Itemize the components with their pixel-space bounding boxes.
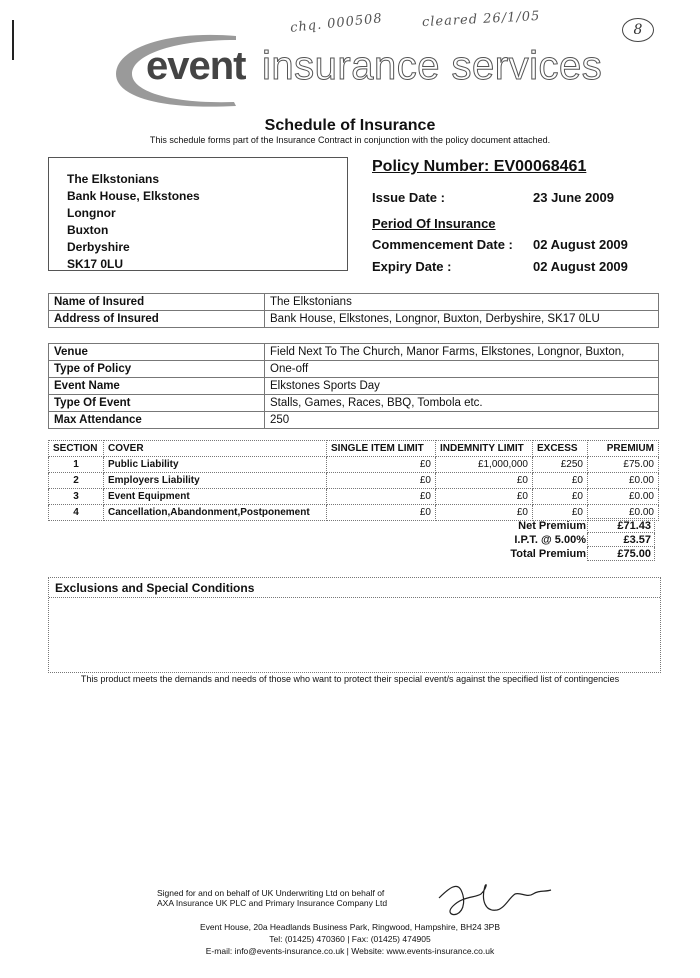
insured-address-box <box>48 157 348 271</box>
table-row <box>49 412 659 429</box>
insured-name-value: The Elkstonians <box>265 294 659 311</box>
logo-insurance-services: insurance services <box>262 44 603 88</box>
commencement-date-value: 02 August 2009 <box>533 237 628 252</box>
table-row <box>49 473 659 489</box>
commencement-date-label: Commencement Date : <box>372 237 513 252</box>
table-row <box>49 489 659 505</box>
expiry-date-value: 02 August 2009 <box>533 259 628 274</box>
exclusions-box <box>48 577 661 673</box>
page-title: Schedule of Insurance <box>264 117 436 134</box>
circled-number <box>622 18 654 42</box>
cover-cell: Event Equipment <box>104 489 327 505</box>
excess-cell: £0 <box>533 505 588 521</box>
insured-details-table <box>48 293 659 328</box>
column-header: COVER <box>104 441 327 457</box>
single-item-limit-cell: £0 <box>327 505 436 521</box>
total-premium-value: £75.00 <box>588 547 655 561</box>
table-row <box>49 457 659 473</box>
signed-line-1: Signed for and on behalf of UK Underwriting Ltd on behalf of <box>157 888 385 898</box>
table-row <box>49 378 659 395</box>
single-item-limit-cell: £0 <box>327 457 436 473</box>
table-row <box>49 361 659 378</box>
cover-cell: Public Liability <box>104 457 327 473</box>
cover-cell: Employers Liability <box>104 473 327 489</box>
cover-cell: Cancellation,Abandonment,Postponement <box>104 505 327 521</box>
address-line: Buxton <box>67 223 109 237</box>
insured-address-label: Address of Insured <box>49 311 265 328</box>
section-cell: 2 <box>49 473 104 489</box>
circled-number-text: 8 <box>633 22 643 38</box>
address-line: SK17 0LU <box>67 257 124 271</box>
column-header: EXCESS <box>533 441 588 457</box>
net-premium-label: Net Premium <box>518 519 586 532</box>
venue-value: Field Next To The Church, Manor Farms, Elkstones, Longnor, Buxton, <box>265 344 659 361</box>
table-row <box>445 519 655 533</box>
premium-cell: £0.00 <box>588 489 659 505</box>
policy-number: Policy Number: EV00068461 <box>372 158 587 175</box>
event-type-value: Stalls, Games, Races, BBQ, Tombola etc. <box>265 395 659 412</box>
signature-icon <box>435 876 555 920</box>
indemnity-limit-cell: £0 <box>436 505 533 521</box>
page-subtitle: This schedule forms part of the Insurance Contract in conjunction with the policy document attached. <box>149 135 551 145</box>
column-header: PREMIUM <box>588 441 659 457</box>
table-row <box>49 344 659 361</box>
net-premium-value: £71.43 <box>588 519 655 533</box>
margin-mark <box>12 20 14 60</box>
totals-table <box>445 518 655 561</box>
logo-event-word: event <box>146 44 246 88</box>
table-row <box>49 294 659 311</box>
cleared-note: cleared 26/1/05 <box>421 8 541 31</box>
single-item-limit-cell: £0 <box>327 473 436 489</box>
cheque-note: chq. 000508 <box>289 11 384 36</box>
max-attendance-label: Max Attendance <box>49 412 265 429</box>
table-row <box>49 311 659 328</box>
issue-date-label: Issue Date : <box>372 190 445 205</box>
table-header-row <box>49 441 659 457</box>
indemnity-limit-cell: £0 <box>436 489 533 505</box>
premium-cell: £0.00 <box>588 473 659 489</box>
address-line: Longnor <box>67 206 116 220</box>
section-cell: 1 <box>49 457 104 473</box>
event-type-label: Type Of Event <box>49 395 265 412</box>
expiry-date-label: Expiry Date : <box>372 259 452 274</box>
exclusions-heading: Exclusions and Special Conditions <box>55 581 255 595</box>
column-header: INDEMNITY LIMIT <box>436 441 533 457</box>
max-attendance-value: 250 <box>265 412 659 429</box>
address-line: The Elkstonians <box>67 172 160 186</box>
demands-note: This product meets the demands and needs of those who want to protect their special event/s against the specified list of contingencies <box>80 674 620 684</box>
excess-cell: £250 <box>533 457 588 473</box>
footer-phones: Tel: (01425) 470360 | Fax: (01425) 474905 <box>269 934 431 944</box>
ipt-label: I.P.T. @ 5.00% <box>514 533 586 546</box>
total-premium-label: Total Premium <box>510 547 586 560</box>
policy-type-value: One-off <box>265 361 659 378</box>
premium-cell: £75.00 <box>588 457 659 473</box>
address-line: Derbyshire <box>67 240 130 254</box>
section-cell: 3 <box>49 489 104 505</box>
table-row <box>49 395 659 412</box>
indemnity-limit-cell: £0 <box>436 473 533 489</box>
issue-date-value: 23 June 2009 <box>533 190 614 205</box>
period-of-insurance-label: Period Of Insurance <box>372 216 496 231</box>
cover-table <box>48 440 659 521</box>
insured-address-value: Bank House, Elkstones, Longnor, Buxton, Derbyshire, SK17 0LU <box>265 311 659 328</box>
footer-web: E-mail: info@events-insurance.co.uk | Website: www.events-insurance.co.uk <box>205 946 495 956</box>
exclusions-divider <box>49 597 660 598</box>
excess-cell: £0 <box>533 489 588 505</box>
event-name-label: Event Name <box>49 378 265 395</box>
event-details-table <box>48 343 659 429</box>
ipt-value: £3.57 <box>588 533 655 547</box>
insured-name-label: Name of Insured <box>49 294 265 311</box>
indemnity-limit-cell: £1,000,000 <box>436 457 533 473</box>
signed-line-2: AXA Insurance UK PLC and Primary Insurance Company Ltd <box>157 898 388 908</box>
venue-label: Venue <box>49 344 265 361</box>
address-line: Bank House, Elkstones <box>67 189 200 203</box>
excess-cell: £0 <box>533 473 588 489</box>
section-cell: 4 <box>49 505 104 521</box>
footer-address: Event House, 20a Headlands Business Park, Ringwood, Hampshire, BH24 3PB <box>199 922 501 932</box>
table-row <box>445 547 655 561</box>
event-name-value: Elkstones Sports Day <box>265 378 659 395</box>
single-item-limit-cell: £0 <box>327 489 436 505</box>
table-row <box>445 533 655 547</box>
column-header: SINGLE ITEM LIMIT <box>327 441 436 457</box>
policy-type-label: Type of Policy <box>49 361 265 378</box>
premium-cell: £0.00 <box>588 505 659 521</box>
column-header: SECTION <box>49 441 104 457</box>
